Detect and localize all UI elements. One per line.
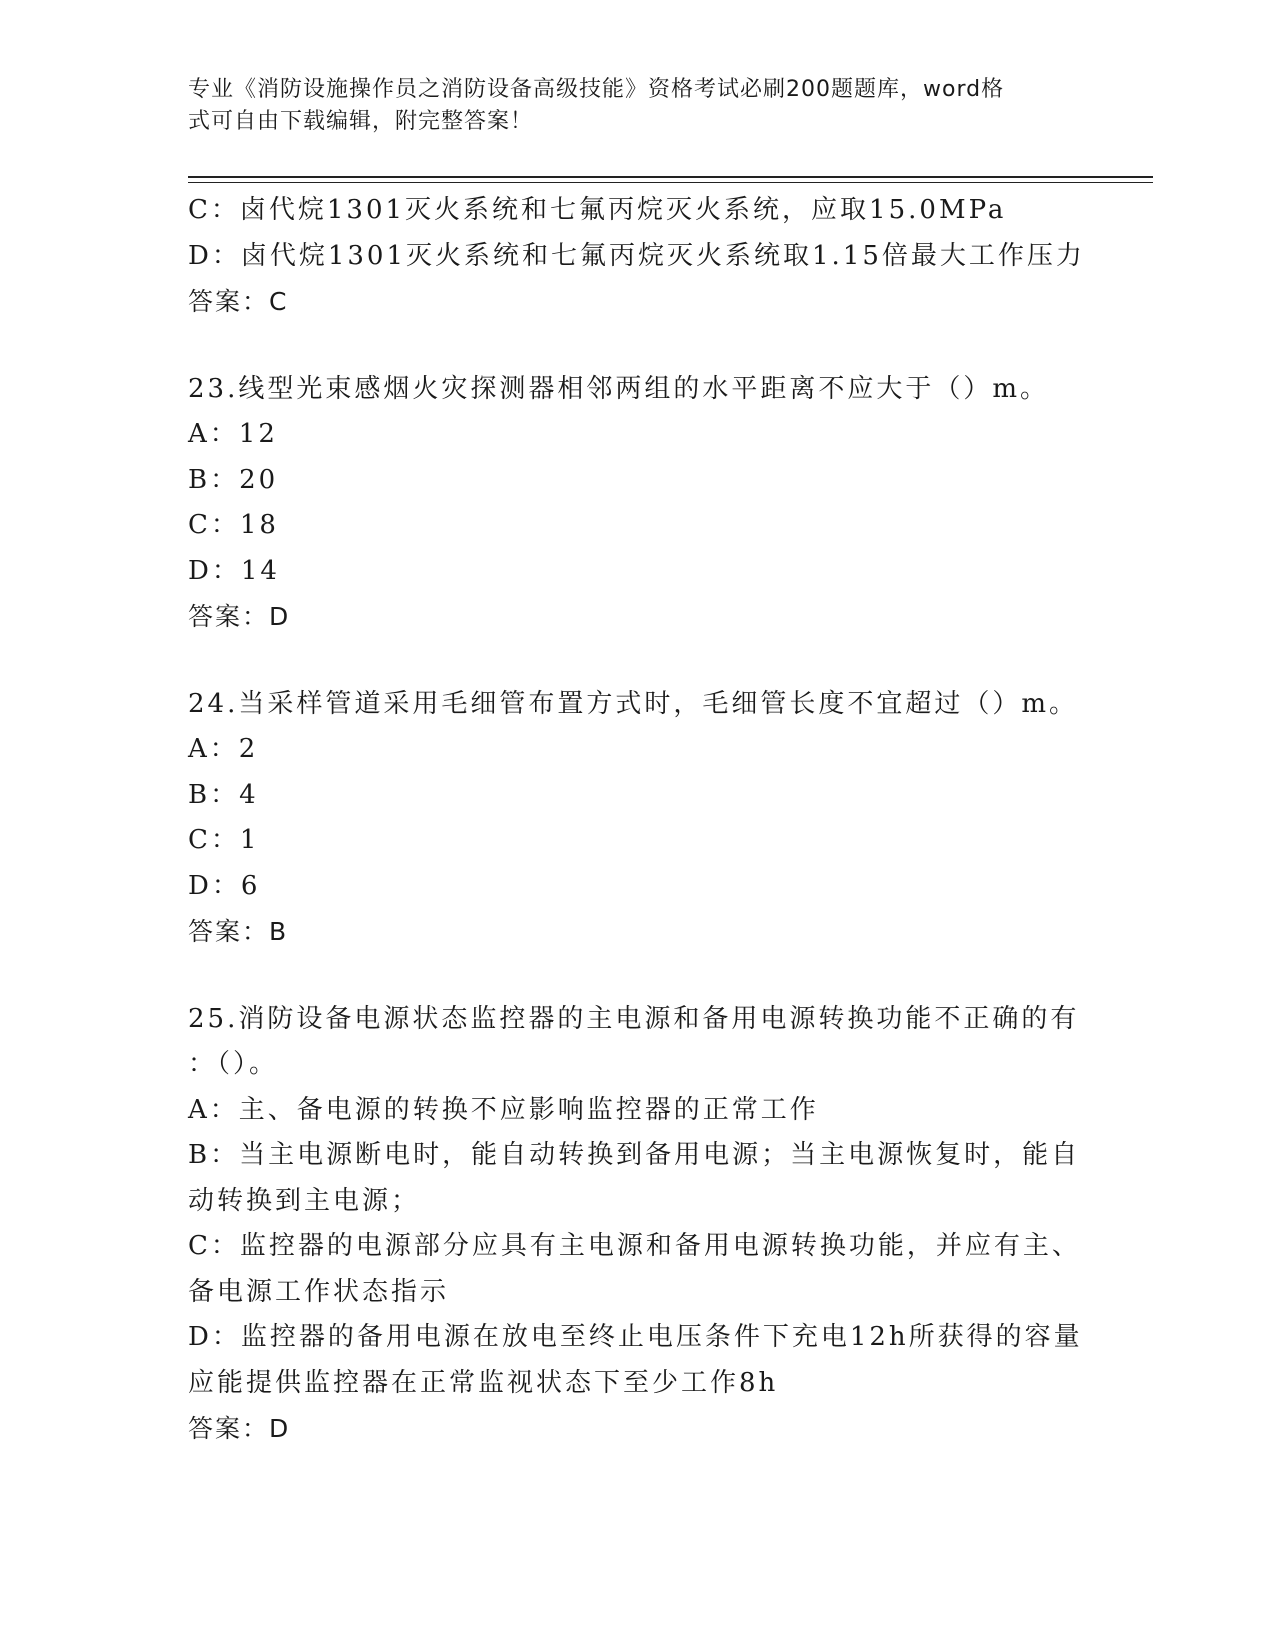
option-d: D：14 [188,555,280,586]
answer-line: 答案：D [188,1414,291,1443]
option-c-line-1: C：监控器的电源部分应具有主电源和备用电源转换功能，并应有主、 [188,1231,1081,1261]
option-b: B：20 [188,464,279,495]
option-c-line-2: 备电源工作状态指示 [188,1276,450,1307]
option-c: C：卤代烷1301灭火系统和七氟丙烷灭火系统，应取15.0MPa [188,195,1007,225]
question-25-block [188,997,1088,1452]
option-c: C：18 [188,510,279,540]
spacer [188,325,1088,367]
option-a: A：主、备电源的转换不应影响监控器的正常工作 [188,1094,819,1125]
option-b-line-1: B：当主电源断电时，能自动转换到备用电源；当主电源恢复时，能自 [188,1140,1081,1170]
spacer [188,955,1088,997]
option-a: A：2 [188,734,259,764]
header-line-1: 专业《消防设施操作员之消防设备高级技能》资格考试必刷200题题库，word格 [188,77,1005,102]
prev-question-block [188,188,1088,325]
question-24-block [188,682,1088,955]
question-23-block [188,367,1088,640]
option-b-line-2: 动转换到主电源； [188,1185,421,1216]
option-b: B：4 [188,779,259,810]
question-stem-line-1: 25.消防设备电源状态监控器的主电源和备用电源转换功能不正确的有 [188,1003,1080,1034]
question-stem: 23.线型光束感烟火灾探测器相邻两组的水平距离不应大于（）m。 [188,373,1050,404]
option-c: C：1 [188,825,260,855]
question-stem-line-2: ：（）。 [188,1049,279,1079]
answer-line: 答案：D [188,602,291,631]
answer-line: 答案：B [188,917,289,946]
header-divider-thick [188,176,1153,178]
spacer [188,640,1088,682]
answer-line: 答案：C [188,287,289,316]
header-line-2: 式可自由下载编辑，附完整答案！ [188,109,534,134]
question-content [188,188,1088,1452]
option-d: D：卤代烷1301灭火系统和七氟丙烷灭火系统取1.15倍最大工作压力 [188,240,1085,271]
question-stem: 24.当采样管道采用毛细管布置方式时，毛细管长度不宜超过（）m。 [188,688,1079,719]
option-d: D：6 [188,870,261,901]
option-a: A：12 [188,419,278,449]
header-divider-thin [188,182,1153,183]
document-header [188,74,1068,138]
option-d-line-1: D：监控器的备用电源在放电至终止电压条件下充电12h所获得的容量 [188,1322,1083,1352]
option-d-line-2: 应能提供监控器在正常监视状态下至少工作8h [188,1367,779,1398]
